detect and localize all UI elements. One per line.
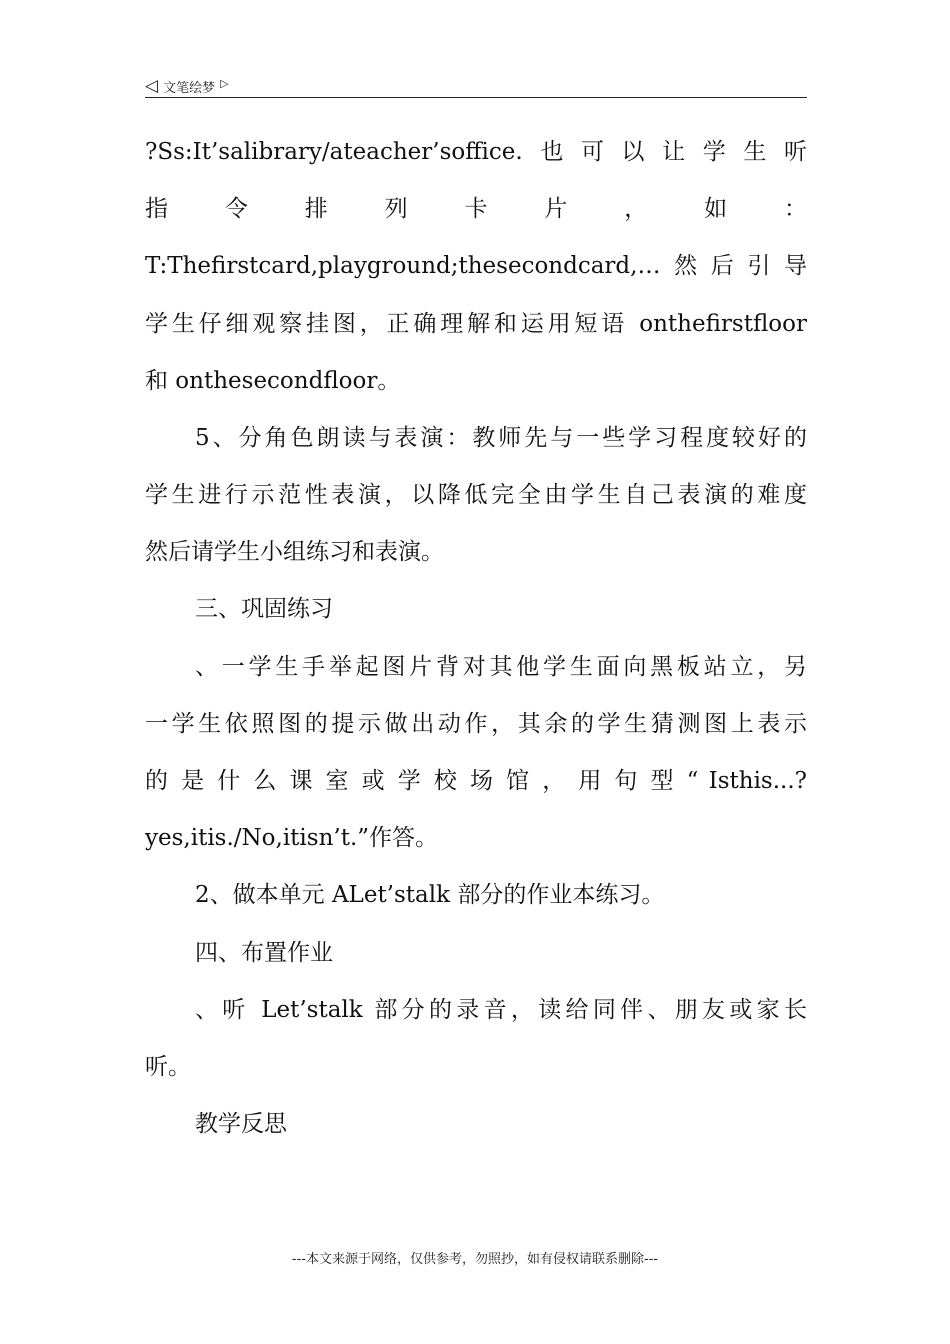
body-line-13: yes,itis./No,itisn’t.”作答。	[145, 825, 439, 851]
body-line-10: 、一学生手举起图片背对其他学生面向黑板站立，另	[195, 654, 807, 680]
triangle-left-icon: ◁	[145, 75, 159, 96]
section-heading-reflection: 教学反思	[195, 1111, 287, 1137]
footer-notice: ---本文来源于网络，仅供参考，勿照抄，如有侵权请联系删除---	[291, 1252, 659, 1267]
body-line-16: 、听 Let’stalk 部分的录音，读给同伴、朋友或家长	[195, 997, 807, 1023]
triangle-right-icon: ▷	[220, 76, 229, 90]
body-line-17: 听。	[145, 1054, 191, 1080]
page-header	[145, 74, 807, 98]
section-heading-homework: 四、布置作业	[195, 940, 333, 966]
body-line-8: 然后请学生小组练习和表演。	[145, 539, 444, 565]
body-line-2: 指 令 排 列 卡 片 ， 如 ：	[145, 196, 807, 222]
body-line-5: 和 onthesecondfloor。	[145, 368, 401, 394]
body-line-11: 一学生依照图的提示做出动作，其余的学生猜测图上表示	[145, 711, 807, 737]
header-title: 文笔绘梦	[163, 80, 216, 96]
body-line-12: 的 是 什 么 课 室 或 学 校 场 馆 ， 用 句 型 “ Isthis...?	[145, 768, 807, 794]
body-line-6: 5、分角色朗读与表演：教师先与一些学习程度较好的	[195, 425, 807, 451]
body-line-3: T:Thefirstcard,playground;thesecondcard,…然后引导	[145, 253, 807, 279]
body-line-1: ?Ss:It’salibrary/ateacher’soffice.也可以让学生听	[145, 139, 807, 165]
body-line-14: 2、做本单元 ALet’stalk 部分的作业本练习。	[195, 882, 665, 908]
body-line-4: 学生仔细观察挂图，正确理解和运用短语 onthefirstfloor	[145, 311, 807, 337]
header-divider	[145, 97, 807, 98]
body-line-7: 学生进行示范性表演，以降低完全由学生自己表演的难度	[145, 482, 807, 508]
section-heading-consolidation: 三、巩固练习	[195, 596, 333, 622]
